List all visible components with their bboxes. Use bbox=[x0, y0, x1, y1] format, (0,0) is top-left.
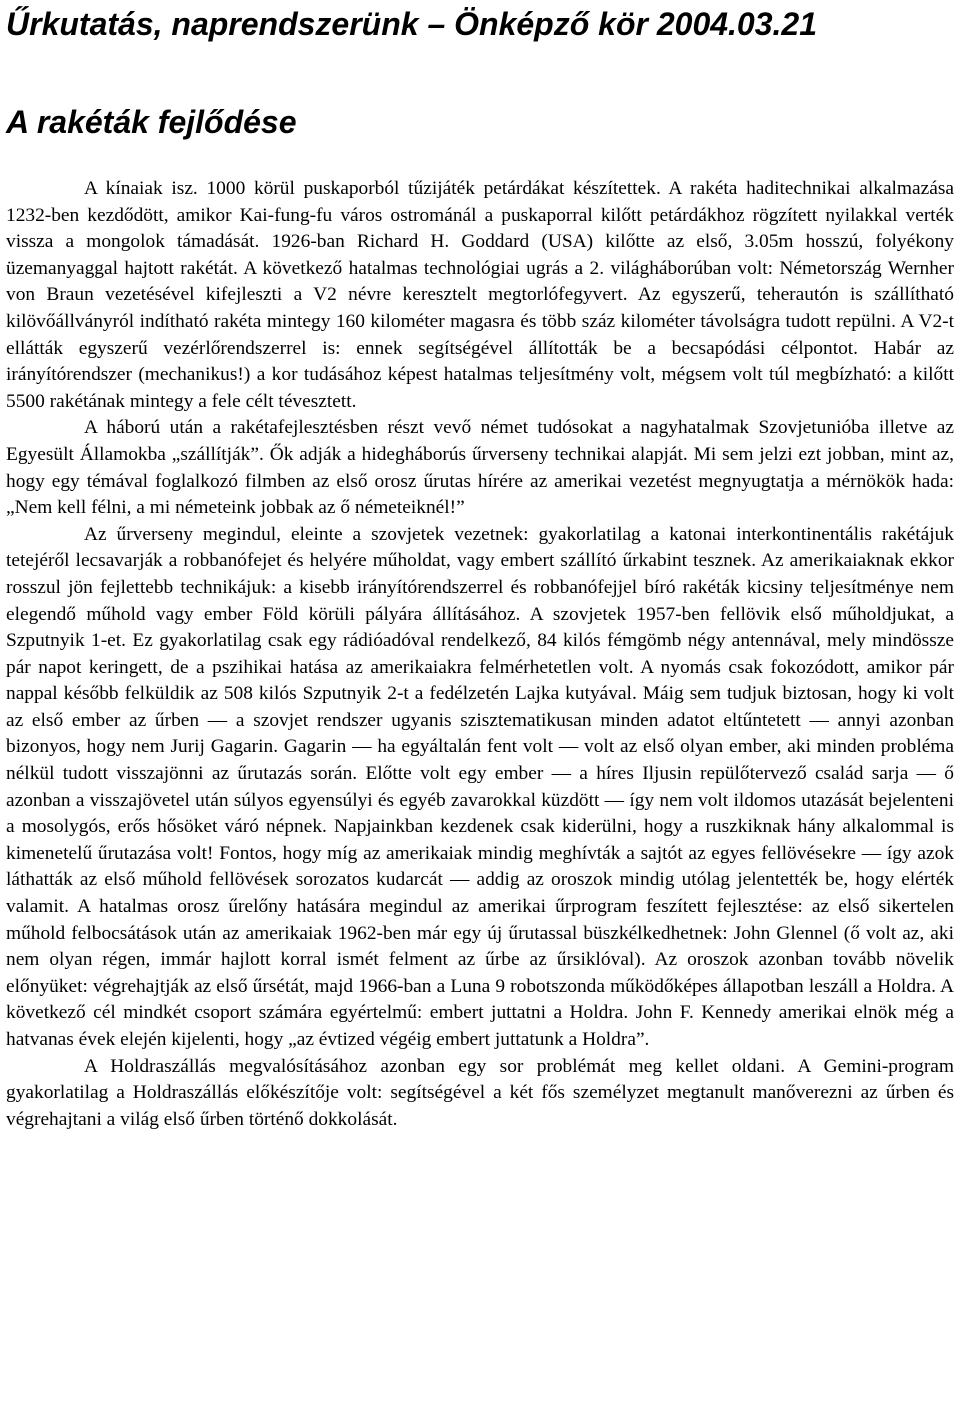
paragraph-4: A Holdraszállás megvalósításához azonban egy sor problémát meg kellet oldani. A Gemini-program gyakorlatilag a Holdraszállás előkészítője volt: segítségével a két fős személyzet megtanult manőverezni az űrben és végrehajtani a világ első űrben történő dokkolását. bbox=[6, 1055, 954, 1130]
paragraph-3: Az űrverseny megindul, eleinte a szovjetek vezetnek: gyakorlatilag a katonai interkontinentális rakétájuk tetejéről lecsavarják a robbanófejet és helyére műholdat, vagy embert szállító űrkabint tesznek. Az amerikaiaknak ekkor rosszul jön fejlettebb technikájuk: a kisebb irányítórendszerrel és robbanófejjel bíró rakéták kicsiny teljesítménye nem elegendő műhold vagy ember Föld körüli pályára állításához. A szovjetek 1957-ben fellövik első műholdjukat, a Szputnyik 1-et. Ez gyakorlatilag csak egy rádióadóval rendelkező, 84 kilós fémgömb négy antennával, mely mindössze pár napot keringett, de a pszihikai hatása az amerikaiakra felmérhetetlen volt. A nyomás csak fokozódott, amikor pár nappal később felküldik az 508 kilós Szputnyik 2-t a fedélzetén Lajka kutyával. Máig sem tudjuk biztosan, hogy ki volt az első ember az űrben — a szovjet rendszer ugyanis szisztematikusan minden adatot eltűntetett — annyi azonban bizonyos, hogy nem Jurij Gagarin. Gagarin — ha egyáltalán fent volt — volt az első olyan ember, aki minden probléma nélkül tudott visszajönni az űrutazás során. Előtte volt egy ember — a híres Iljusin repülőtervező család sarja — ő azonban a visszajövetel után súlyos egyensúlyi és egyéb zavarokkal küzdött — így nem volt ildomos utazását bejelenteni a mosolygós, erős hősöket váró népnek. Napjainkban kezdenek csak kiderülni, hogy a ruszkiknak hány alkalommal is kimenetelű űrutazása volt! Fontos, hogy míg az amerikaiak mindig meghívták a sajtót az egyes fellövésekre — így azok láthatták az első műhold fellövések sorozatos kudarcát — addig az oroszok mindig utólag jelentették be, hogy elérték valamit. A hatalmas orosz űrelőny hatására megindul az amerikai űrprogram feszített fejlesztése: az első sikertelen műhold felbocsátások után az amerikaiak 1962-ben már egy új űrutassal büszkélkedhetnek: John Glennel (ő volt az, aki nem olyan régen, immár hajlott korral ismét felment az űrbe az űrsiklóval). Az oroszok azonban tovább növelik előnyüket: végrehajtják az első űrsétát, majd 1966-ban a Luna 9 robotszonda működőképes állapotban leszáll a Holdra. A következő cél mindkét csoport számára egyértelmű: embert juttatni a Holdra. John F. Kennedy amerikai elnök még a hatvanas évek elején kijelenti, hogy „az évtized végéig embert juttatunk a Holdra”. bbox=[6, 523, 954, 1050]
paragraph-1: A kínaiak isz. 1000 körül puskaporból tűzijáték petárdákat készítettek. A rakéta haditechnikai alkalmazása 1232-ben kezdődött, amikor Kai-fung-fu város ostrománál a puskaporral kilőtt petárdákhoz rögzített nyilakkal verték vissza a mongolok támadását. 1926-ban Richard H. Goddard (USA) kilőtte az első, 3.05m hosszú, folyékony üzemanyaggal hajtott rakétát. A következő hatalmas technológiai ugrás a 2. világháborúban volt: Németország Wernher von Braun vezetésével kifejleszti a V2 névre keresztelt megtorlófegyvert. Az egyszerű, teherautón is szállítható kilövőállványról indítható rakéta mintegy 160 kilométer magasra és több száz kilométer távolságra tudott repülni. A V2-t ellátták egyszerű vezérlőrendszerrel is: ennek segítségével állították be a becsapódási célpontot. Habár az irányítórendszer (mechanikus!) a kor tudásához képest hatalmas teljesítmény volt, mégsem volt túl megbízható: a kilőtt 5500 rakétának mintegy a fele célt tévesztett. bbox=[6, 178, 954, 412]
page-title: Űrkutatás, naprendszerünk – Önképző kör 2004.03.21 bbox=[6, 6, 817, 42]
article-body bbox=[6, 176, 954, 1133]
paragraph-2: A háború után a rakétafejlesztésben részt vevő német tudósokat a nagyhatalmak Szovjetunióba illetve az Egyesült Államokba „szállítják”. Ők adják a hidegháborús űrverseny technikai alapját. Mi sem jelzi ezt jobban, mint az, hogy egy témával foglalkozó filmben az első orosz űrutas hírére az amerikai vezetést megnyugtatja a mérnökök hada: „Nem kell félni, a mi németeink jobbak az ő németeiknél!” bbox=[6, 417, 954, 519]
section-title: A rakéták fejlődése bbox=[6, 104, 297, 140]
